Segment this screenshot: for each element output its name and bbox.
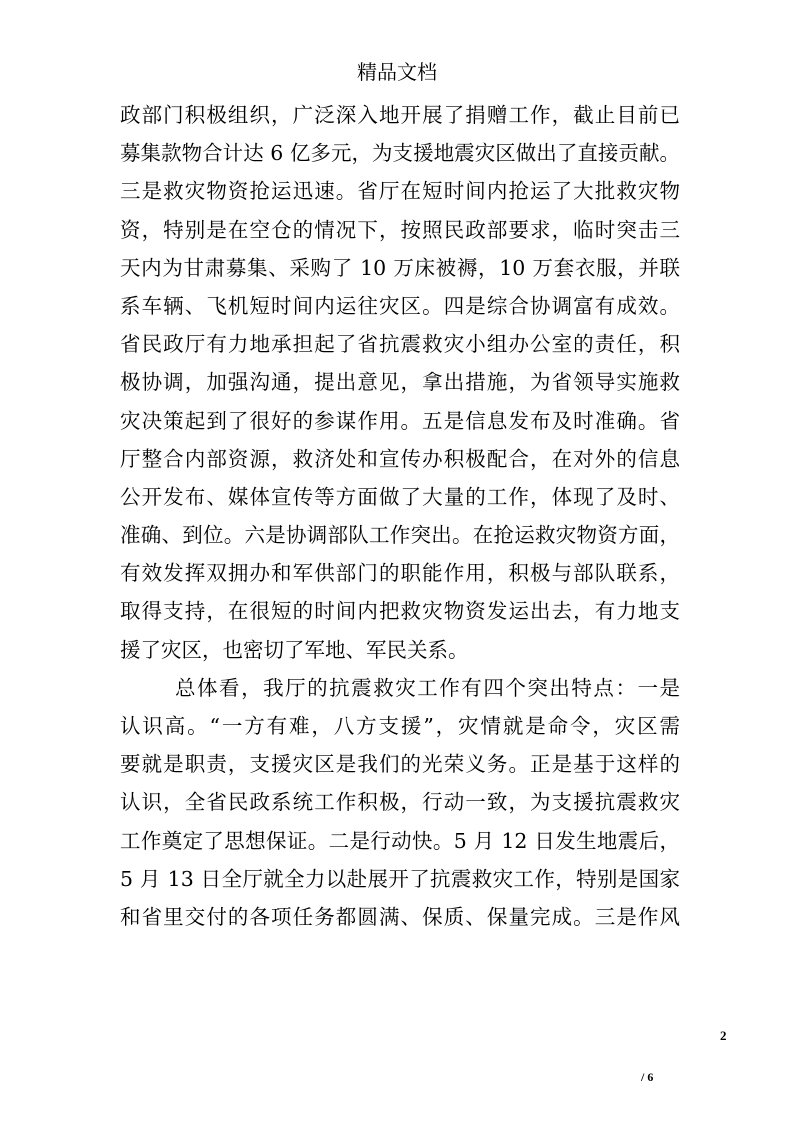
body-line-15: 援了灾区，也密切了军地、军民关系。 (120, 637, 469, 662)
body-line-13: 有效发挥双拥办和军供部门的职能作用，积极与部队联系， (120, 561, 680, 586)
body-line-2: 募集款物合计达 6 亿多元，为支援地震灾区做出了直接贡献。 (120, 141, 680, 166)
body-line-17: 认识高。“一方有难，八方支援”，灾情就是命令，灾区需 (120, 714, 680, 738)
body-line-8: 极协调，加强沟通，提出意见，拿出措施，为省领导实施救 (120, 370, 680, 395)
body-line-11: 公开发布、媒体宣传等方面做了大量的工作，体现了及时、 (120, 484, 680, 509)
page-total: / 6 (641, 1070, 654, 1084)
body-line-7: 省民政厅有力地承担起了省抗震救灾小组办公室的责任，积 (120, 332, 680, 357)
body-line-12: 准确、到位。六是协调部队工作突出。在抢运救灾物资方面， (120, 523, 680, 548)
body-line-20: 工作奠定了思想保证。二是行动快。5 月 12 日发生地震后， (120, 828, 680, 853)
body-line-22: 和省里交付的各项任务都圆满、保质、保量完成。三是作风 (120, 904, 680, 929)
page-number: 2 (720, 1028, 727, 1043)
body-line-19: 认识，全省民政系统工作积极，行动一致，为支援抗震救灾 (120, 790, 680, 815)
document-body (120, 96, 680, 936)
body-line-16: 总体看，我厅的抗震救灾工作有四个突出特点：一是 (175, 675, 680, 700)
body-line-18: 要就是职责，支援灾区是我们的光荣义务。正是基于这样的 (120, 752, 680, 777)
body-line-3: 三是救灾物资抢运迅速。省厅在短时间内抢运了大批救灾物 (120, 179, 680, 204)
body-line-6: 系车辆、飞机短时间内运往灾区。四是综合协调富有成效。 (120, 293, 680, 318)
body-line-1: 政部门积极组织，广泛深入地开展了捐赠工作，截止目前已 (120, 103, 680, 127)
body-line-5: 天内为甘肃募集、采购了 10 万床被褥，10 万套衣服，并联 (120, 255, 680, 280)
body-line-10: 厅整合内部资源，救济处和宣传办积极配合，在对外的信息 (120, 446, 680, 471)
body-line-14: 取得支持，在很短的时间内把救灾物资发运出去，有力地支 (120, 599, 680, 624)
document-header-title: 精品文档 (357, 60, 437, 84)
body-line-4: 资，特别是在空仓的情况下，按照民政部要求，临时突击三 (120, 217, 680, 242)
body-line-9: 灾决策起到了很好的参谋作用。五是信息发布及时准确。省 (120, 408, 680, 433)
body-line-21: 5 月 13 日全厅就全力以赴展开了抗震救灾工作，特别是国家 (120, 866, 680, 891)
